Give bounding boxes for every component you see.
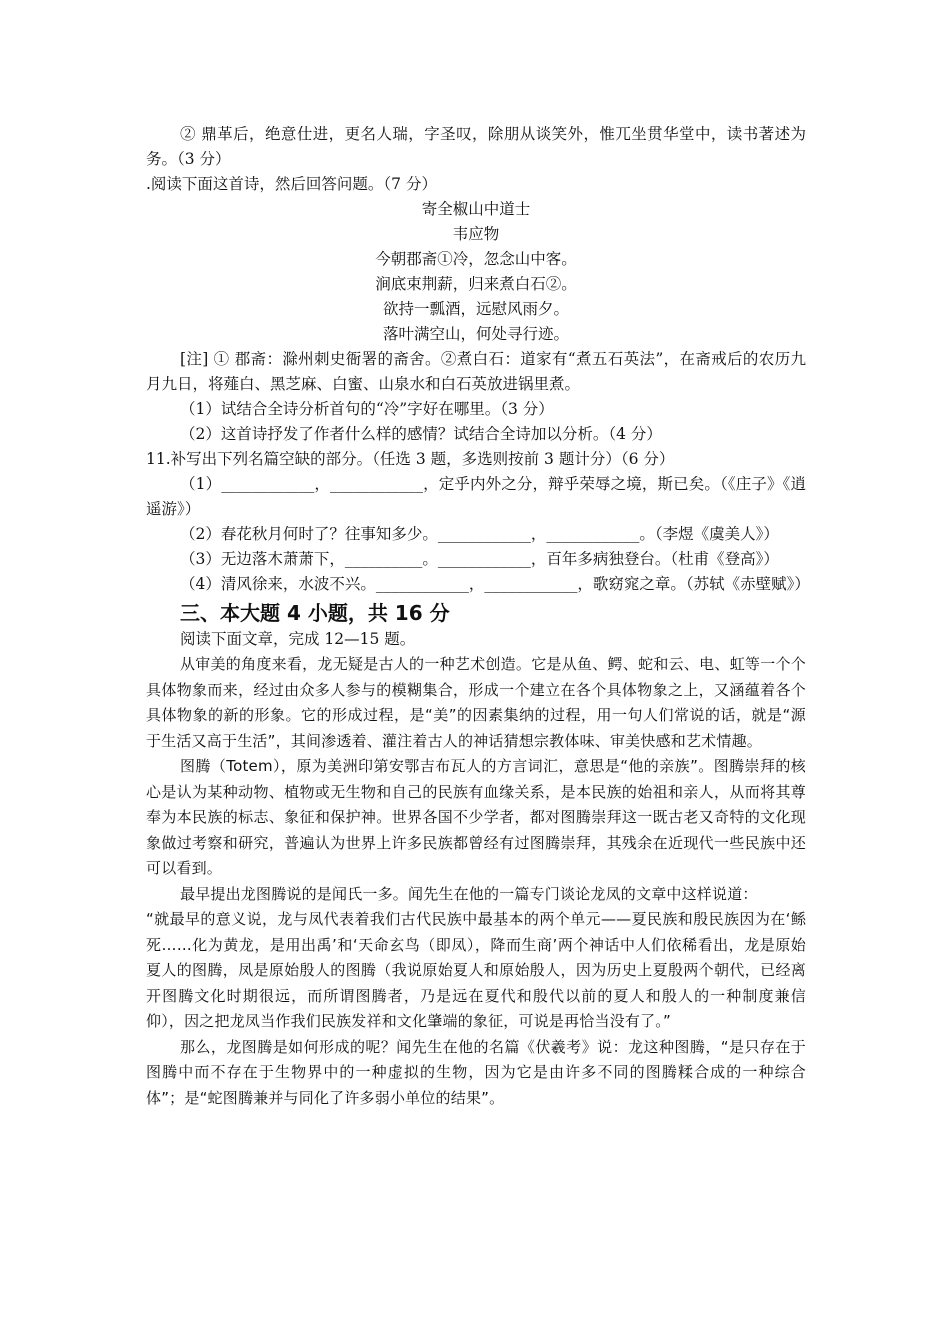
poem-note: [注] ① 郡斋：滁州刺史衙署的斋舍。②煮白石：道家有“煮五石英法”，在斋戒后的农历九月九日，将薤白、黑芝麻、白蜜、山泉水和白石英放进锅里煮。 bbox=[146, 350, 806, 393]
fill-blank-item: （2）春花秋月何时了？往事知多少。____________，____________。（李煜《虞美人》） bbox=[180, 525, 779, 543]
poem-line: 涧底束荆薪，归来煮白石②。 bbox=[375, 275, 577, 293]
fill-blank-item: （3）无边落木萧萧下，__________。____________，百年多病独登台。（杜甫《登高》） bbox=[180, 550, 779, 568]
fill-blank-item: （1）____________，____________，定乎内外之分，辩乎荣辱之境，斯已矣。（《庄子》《逍遥游》） bbox=[146, 475, 806, 518]
question-11: 11.补写出下列名篇空缺的部分。（任选 3 题，多选则按前 3 题计分）（6 分） bbox=[146, 450, 675, 468]
question-poem-intro: .阅读下面这首诗，然后回答问题。（7 分） bbox=[146, 175, 437, 193]
article-paragraph: 那么，龙图腾是如何形成的呢？闻先生在他的名篇《伏羲考》说：龙这种图腾，“是只存在于图腾中而不存在于生物界中的一种虚拟的生物，因为它是由许多不同的图腾糅合成的一种综合体”；是“蛇图腾兼并与同化了许多弱小单位的结果”。 bbox=[146, 1037, 806, 1107]
article-paragraph: 最早提出龙图腾说的是闻氏一多。闻先生在他的一篇专门谈论龙凤的文章中这样说道： bbox=[180, 884, 758, 903]
fill-blank-item: （4）清风徐来，水波不兴。____________，____________，歌窈窕之章。（苏轼《赤壁赋》） bbox=[180, 575, 810, 593]
section-3-intro: 阅读下面文章，完成 12—15 题。 bbox=[180, 630, 416, 648]
question-10-item-2: ② 鼎革后，绝意仕进，更名人瑞，字圣叹，除朋从谈笑外，惟兀坐贯华堂中，读书著述为务。（3 分） bbox=[146, 125, 806, 168]
poem-title: 寄全椒山中道士 bbox=[421, 200, 531, 218]
article-paragraph: 图腾（Totem），原为美洲印第安鄂吉布瓦人的方言词汇，意思是“他的亲族”。图腾崇拜的核心是认为某种动物、植物或无生物和自己的民族有血缘关系，是本民族的始祖和亲人，从而将其尊奉为本民族的标志、象征和保护神。世界各国不少学者，都对图腾崇拜这一既古老又奇特的文化现象做过考察和研究，普遍认为世界上许多民族都曾经有过图腾崇拜，其残余在近现代一些民族中还可以看到。 bbox=[146, 757, 806, 877]
poem-question-2: （2）这首诗抒发了作者什么样的感情？试结合全诗加以分析。（4 分） bbox=[180, 425, 662, 443]
poem-question-1: （1）试结合全诗分析首句的“冷”字好在哪里。（3 分） bbox=[180, 400, 554, 418]
article-paragraph: 从审美的角度来看，龙无疑是古人的一种艺术创造。它是从鱼、鳄、蛇和云、电、虹等一个个具体物象而来，经过由众多人参与的模糊集合，形成一个建立在各个具体物象之上，又涵蕴着各个具体物象的新的形象。它的形成过程，是“美”的因素集纳的过程，用一句人们常说的话，就是“源于生活又高于生活”，其间渗透着、灌注着古人的神话猜想宗教体味、审美快感和艺术情趣。 bbox=[146, 655, 806, 750]
section-3-heading: 三、本大题 4 小题，共 16 分 bbox=[180, 601, 450, 625]
poem-line: 落叶满空山，何处寻行迹。 bbox=[382, 325, 569, 343]
poem-line: 今朝郡斋①冷，忽念山中客。 bbox=[375, 250, 577, 268]
document-page bbox=[146, 122, 810, 1111]
article-quote: “就最早的意义说，龙与凤代表着我们古代民族中最基本的两个单元——夏民族和殷民族因为在‘鲧死……化为黄龙，是用出禹’和‘天命玄鸟（即凤），降而生商’两个神话中人们依稀看出，龙是原始夏人的图腾，凤是原始殷人的图腾（我说原始夏人和原始殷人，因为历史上夏殷两个朝代，已经离开图腾文化时期很远，而所谓图腾者，乃是远在夏代和殷代以前的夏人和殷人的一种制度兼信仰），因之把龙凤当作我们民族发祥和文化肇端的象征，可说是再恰当没有了。” bbox=[146, 910, 806, 1030]
poem-author: 韦应物 bbox=[452, 225, 500, 243]
poem-line: 欲持一瓢酒，远慰风雨夕。 bbox=[382, 300, 569, 318]
